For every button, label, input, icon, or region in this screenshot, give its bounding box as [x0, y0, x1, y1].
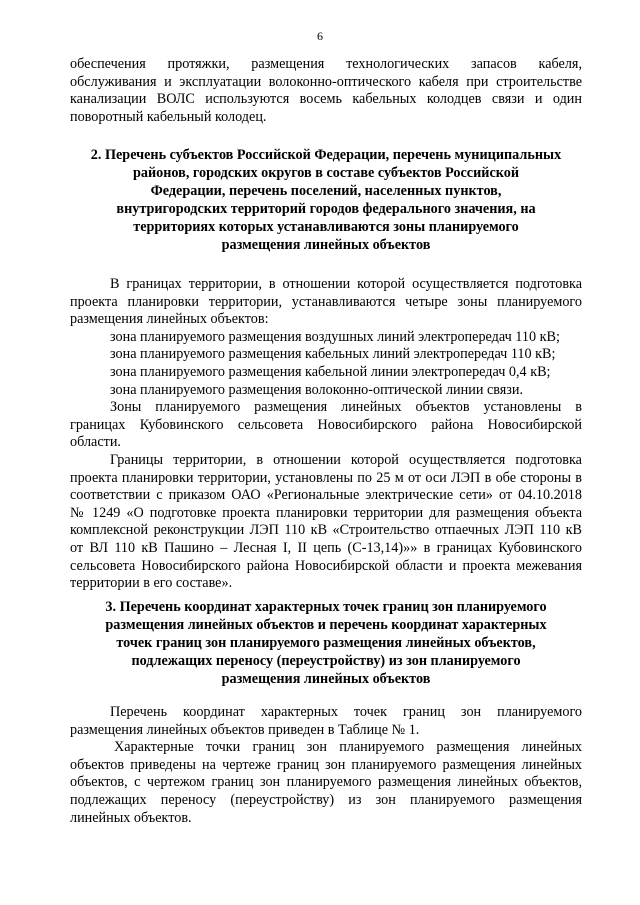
list-item: зона планируемого размещения волоконно-оптической линии связи.: [110, 381, 524, 398]
text-line: подлежащих переносу (переустройству) из зон планируемого размещения: [70, 791, 582, 808]
intro-paragraph: [70, 56, 582, 126]
text-line: сельсовета Новосибирского района Новосибирской области и проекта межевания: [70, 557, 582, 574]
heading-line: подлежащих переносу (переустройству) из зон планируемого: [131, 653, 521, 669]
text-line: Характерные точки границ зон планируемого размещения линейных: [114, 739, 582, 756]
text-line: канализации ВОЛС используются восемь кабельных колодцев связи и один: [70, 91, 582, 108]
text-line: соответствии с приказом ОАО «Региональные электрические сети» от 04.10.2018: [70, 487, 582, 504]
section-3-heading: [70, 598, 582, 688]
text-line: обеспечения протяжки, размещения технологических запасов кабеля,: [70, 56, 582, 72]
text-line: поворотный кабельный колодец.: [70, 108, 267, 125]
text-line: В границах территории, в отношении которой осуществляется подготовка: [110, 276, 582, 292]
heading-line: 2. Перечень субъектов Российской Федерации, перечень муниципальных: [90, 147, 562, 163]
page-number: 6: [317, 29, 323, 43]
section-3-body: [70, 704, 582, 827]
text-line: территории в его составе».: [70, 575, 233, 592]
text-line: объектов, с чертежом границ зон планируемого размещения линейных объектов,: [70, 774, 582, 791]
text-line: Зоны планируемого размещения линейных объектов установлены в: [110, 399, 582, 416]
heading-line: внутригородских территорий городов федерального значения, на: [116, 201, 536, 217]
text-line: проекта планировки территории, установлены по 25 м от оси ЛЭП в обе стороны в: [70, 469, 582, 486]
text-line: комплексной реконструкции ЛЭП 110 кВ «Строительство отпаечных ЛЭП 110 кВ: [70, 522, 582, 539]
heading-line: размещения линейных объектов и перечень координат характерных: [105, 617, 547, 633]
section-2-body: [70, 276, 582, 593]
heading-line: Федерации, перечень поселений, населенных пунктов,: [150, 183, 502, 199]
heading-line: 3. Перечень координат характерных точек границ зон планируемого: [105, 599, 547, 615]
section-2-heading: [70, 146, 582, 254]
text-line: размещения линейных объектов:: [70, 311, 269, 328]
text-line: обслуживания и эксплуатации волоконно-оптического кабеля при строительстве: [70, 73, 582, 90]
heading-line: размещения линейных объектов: [221, 671, 431, 687]
text-line: размещения линейных объектов приведен в Таблице № 1.: [70, 721, 420, 738]
text-line: области.: [70, 434, 121, 451]
heading-line: районов, городских округов в составе субъектов Российской: [132, 165, 520, 181]
heading-line: точек границ зон планируемого размещения линейных объектов,: [116, 635, 536, 651]
text-line: № 1249 «О подготовке проекта планировки территории для размещения объекта: [70, 504, 582, 521]
list-item: зона планируемого размещения кабельных линий электропередач 110 кВ;: [110, 346, 556, 363]
heading-line: размещения линейных объектов: [221, 237, 431, 253]
text-line: границах Кубовинского сельсовета Новосибирского района Новосибирской: [70, 416, 582, 433]
list-item: зона планируемого размещения воздушных линий электропередач 110 кВ;: [110, 328, 560, 345]
list-item: зона планируемого размещения кабельной линии электропередач 0,4 кВ;: [110, 363, 551, 380]
text-line: Границы территории, в отношении которой осуществляется подготовка: [110, 451, 582, 468]
text-line: проекта планировки территории, устанавливаются четыре зоны планируемого: [70, 293, 582, 310]
text-line: объектов приведены на чертеже границ зон планируемого размещения линейных: [70, 756, 582, 773]
text-line: от ВЛ 110 кВ Пашино – Лесная I, II цепь (С-13,14)»» в границах Кубовинского: [70, 539, 582, 556]
text-line: Перечень координат характерных точек границ зон планируемого: [110, 704, 582, 720]
heading-line: территориях которых устанавливаются зоны планируемого: [133, 219, 519, 235]
text-line: линейных объектов.: [70, 809, 192, 826]
